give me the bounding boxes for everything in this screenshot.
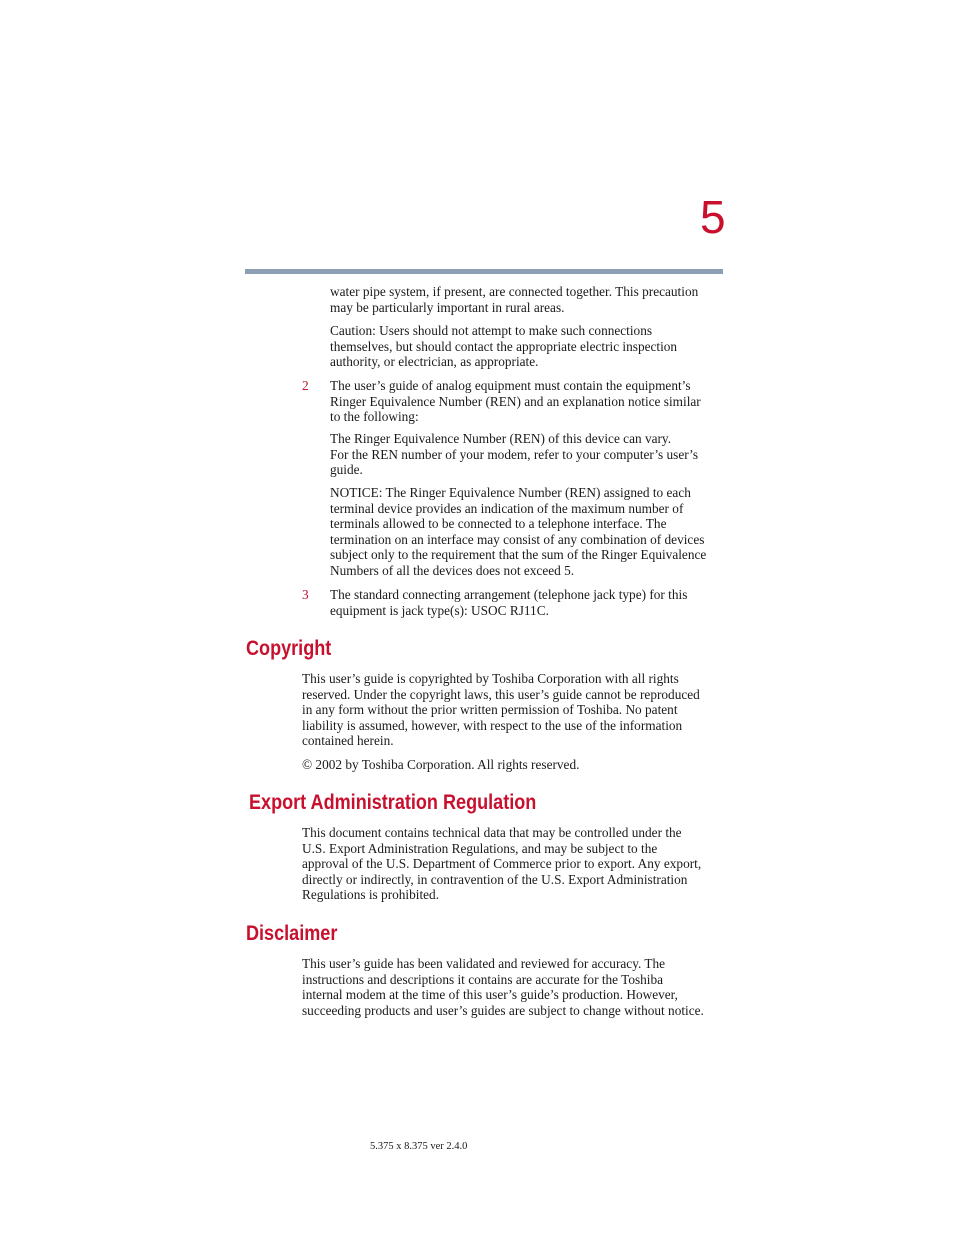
header-rule <box>245 269 723 274</box>
list-number-3: 3 <box>302 587 309 602</box>
page-footer: 5.375 x 8.375 ver 2.4.0 <box>370 1141 468 1152</box>
text-line: water pipe system, if present, are connected together. This precaution <box>330 284 699 299</box>
text-line: instructions and descriptions it contains are accurate for the Toshiba <box>302 971 664 987</box>
text-line: Numbers of all the devices does not exceed 5. <box>330 562 575 578</box>
page-number: 5 <box>700 191 726 243</box>
text-line: directly or indirectly, in contravention of the U.S. Export Administration <box>302 871 688 887</box>
copyright-body <box>302 671 724 749</box>
list-item-3 <box>330 587 725 618</box>
text-line: terminals allowed to be connected to a telephone interface. The <box>330 516 667 532</box>
export-body <box>302 825 724 903</box>
paragraph-caution <box>330 323 725 370</box>
paragraph-notice <box>330 485 725 579</box>
text-line: themselves, but should contact the appropriate electric inspection <box>330 338 678 354</box>
text-line: liability is assumed, however, with respect to the use of the information <box>302 717 683 733</box>
text-line: This user’s guide is copyrighted by Toshiba Corporation with all rights <box>302 671 679 686</box>
text-line: may be particularly important in rural areas. <box>330 299 565 315</box>
text-line: For the REN number of your modem, refer to your computer’s user’s <box>330 446 699 462</box>
paragraph-ren-varies <box>330 431 725 478</box>
section-heading-copyright: Copyright <box>246 637 332 660</box>
paragraph-water-pipe <box>330 284 725 315</box>
list-number-2: 2 <box>302 378 309 393</box>
section-heading-export: Export Administration Regulation <box>249 791 537 814</box>
text-line: reserved. Under the copyright laws, this user’s guide cannot be reproduced <box>302 686 700 702</box>
text-line: Caution: Users should not attempt to make such connections <box>330 323 653 338</box>
copyright-notice: © 2002 by Toshiba Corporation. All rights reserved. <box>302 757 580 772</box>
text-line: approval of the U.S. Department of Commerce prior to export. Any export, <box>302 856 702 872</box>
section-heading-disclaimer: Disclaimer <box>246 922 338 945</box>
text-line: This document contains technical data that may be controlled under the <box>302 825 682 840</box>
text-line: The user’s guide of analog equipment must contain the equipment’s <box>330 378 691 393</box>
text-line: succeeding products and user’s guides are subject to change without notice. <box>302 1002 704 1018</box>
text-line: authority, or electrician, as appropriate. <box>330 354 539 370</box>
text-line: contained herein. <box>302 733 394 749</box>
text-line: subject only to the requirement that the sum of the Ringer Equivalence <box>330 547 707 563</box>
text-line: The standard connecting arrangement (telephone jack type) for this <box>330 587 688 602</box>
text-line: termination on an interface may consist of any combination of devices <box>330 531 705 547</box>
text-line: Regulations is prohibited. <box>302 887 440 903</box>
text-line: equipment is jack type(s): USOC RJ11C. <box>330 602 549 618</box>
text-line: guide. <box>330 462 363 478</box>
text-line: terminal device provides an indication of the maximum number of <box>330 500 684 516</box>
text-line: NOTICE: The Ringer Equivalence Number (REN) assigned to each <box>330 485 691 500</box>
text-line: The Ringer Equivalence Number (REN) of this device can vary. <box>330 431 672 446</box>
text-line: internal modem at the time of this user’s guide’s production. However, <box>302 987 678 1003</box>
list-item-2 <box>330 378 725 425</box>
text-line: in any form without the prior written permission of Toshiba. No patent <box>302 702 678 718</box>
text-line: U.S. Export Administration Regulations, and may be subject to the <box>302 840 658 856</box>
disclaimer-body <box>302 956 724 1018</box>
text-line: Ringer Equivalence Number (REN) and an explanation notice similar <box>330 393 701 409</box>
text-line: to the following: <box>330 409 419 425</box>
text-line: This user’s guide has been validated and reviewed for accuracy. The <box>302 956 666 971</box>
